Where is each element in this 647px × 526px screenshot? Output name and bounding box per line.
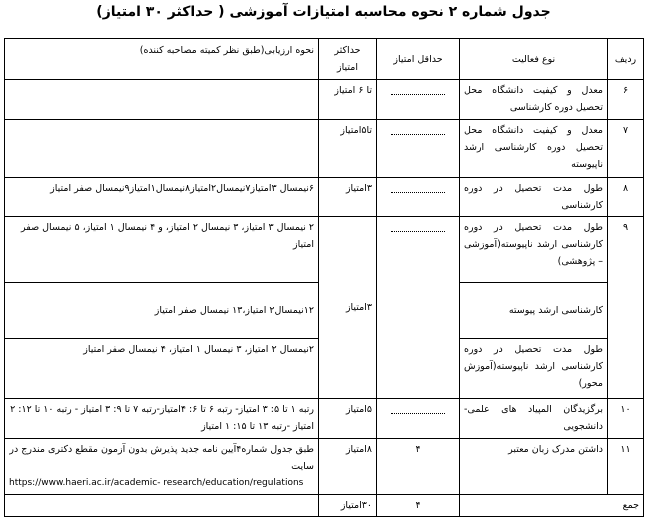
- method-text: طبق جدول شماره۴آیین نامه جدید پذیرش بدون آزمون مقطع دکتری مندرج در سایت: [9, 444, 314, 472]
- row-number: ۹: [608, 217, 644, 399]
- row-activity: معدل و کیفیت دانشگاه محل تحصیل دوره کارشناسی ارشد ناپیوسته: [460, 120, 608, 178]
- row-method: ۲نیمسال ۲ امتیاز، ۳ نیمسال ۱ امتیاز، ۴ نیمسال صفر امتیاز: [5, 339, 319, 399]
- row-activity: داشتن مدرک زبان معتبر: [460, 439, 608, 495]
- total-method: [5, 495, 319, 517]
- row-max-score: تا ۶ امتیاز: [319, 80, 377, 120]
- row-number: ۱۱: [608, 439, 644, 495]
- row-max-score: ۵امتیاز: [319, 399, 377, 439]
- total-max-score: ۳۰امتیاز: [319, 495, 377, 517]
- table-total-row: [5, 495, 644, 517]
- header-min-score: حداقل امتیاز: [377, 39, 460, 80]
- row-max-score: ۸امتیاز: [319, 439, 377, 495]
- dotted-placeholder: [391, 405, 445, 414]
- row-activity: طول مدت تحصیل در دوره کارشناسی: [460, 178, 608, 217]
- row-activity: معدل و کیفیت دانشگاه محل تحصیل دوره کارشناسی: [460, 80, 608, 120]
- total-min-score: ۴: [377, 495, 460, 517]
- row-number: ۷: [608, 120, 644, 178]
- row-min-score: [377, 217, 460, 399]
- row-number: ۱۰: [608, 399, 644, 439]
- row-activity: طول مدت تحصیل در دوره کارشناسی ارشد ناپیوسته(آموزش محور): [460, 339, 608, 399]
- row-min-score: [377, 120, 460, 178]
- row-method: ۲ نیمسال ۳ امتیاز، ۳ نیمسال ۲ امتیاز، و ۴ نیمسال ۱ امتیاز، ۵ نیمسال صفر امتیاز: [5, 217, 319, 283]
- row-method: [5, 80, 319, 120]
- table-row: [5, 178, 644, 217]
- table-header-row: [5, 39, 644, 80]
- row-activity: طول مدت تحصیل در دوره کارشناسی ارشد ناپیوسته(آموزشی – پژوهشی): [460, 217, 608, 283]
- row-max-score: تا۵امتیاز: [319, 120, 377, 178]
- table-row: [5, 399, 644, 439]
- page-title: جدول شماره ۲ نحوه محاسبه امتیازات آموزشی ( حداکثر ۳۰ امتیاز): [96, 4, 551, 20]
- row-max-score: ۳امتیاز: [319, 178, 377, 217]
- dotted-placeholder: [391, 184, 445, 193]
- table-row: [5, 120, 644, 178]
- row-activity: برگزیدگان المپیاد های علمی- دانشجویی: [460, 399, 608, 439]
- row-min-score: [377, 80, 460, 120]
- row-min-score: [377, 399, 460, 439]
- header-activity: نوع فعالیت: [460, 39, 608, 80]
- table-row: [5, 80, 644, 120]
- row-method: رتبه ۱ تا ۵: ۳ امتیاز- رتبه ۶ تا ۶: ۴امتیاز-رتبه ۷ تا ۹: ۳ امتیاز - رتبه ۱۰ تا ۱۲: ۲ امتیاز -رتبه ۱۳ تا ۱۵: ۱ امتیاز: [5, 399, 319, 439]
- header-method: نحوه ارزیابی(طبق نظر کمیته مصاحبه کننده): [5, 39, 319, 80]
- regulations-url: https://www.haeri.ac.ir/academic- research/education/regulations: [9, 478, 304, 488]
- row-number: ۶: [608, 80, 644, 120]
- row-min-score: ۴: [377, 439, 460, 495]
- header-max-score: حداکثر امتیاز: [319, 39, 377, 80]
- row-method: ۶نیمسال ۳امتیاز۷نیمسال۲امتیاز۸نیمسال۱امتیاز۹نیمسال صفر امتیاز: [5, 178, 319, 217]
- table-row: [5, 217, 644, 283]
- row-method: [5, 120, 319, 178]
- table-row: [5, 439, 644, 495]
- row-method: [5, 439, 319, 495]
- row-method: ۱۲نیمسال۲ امتیاز،۱۳ نیمسال صفر امتیاز: [5, 283, 319, 339]
- dotted-placeholder: [391, 126, 445, 135]
- total-label: جمع: [460, 495, 644, 517]
- dotted-placeholder: [391, 223, 445, 232]
- row-max-score: ۳امتیاز: [319, 217, 377, 399]
- scoring-table: [4, 38, 644, 517]
- header-row-number: ردیف: [608, 39, 644, 80]
- row-activity: کارشناسی ارشد پیوسته: [460, 283, 608, 339]
- dotted-placeholder: [391, 86, 445, 95]
- row-min-score: [377, 178, 460, 217]
- row-number: ۸: [608, 178, 644, 217]
